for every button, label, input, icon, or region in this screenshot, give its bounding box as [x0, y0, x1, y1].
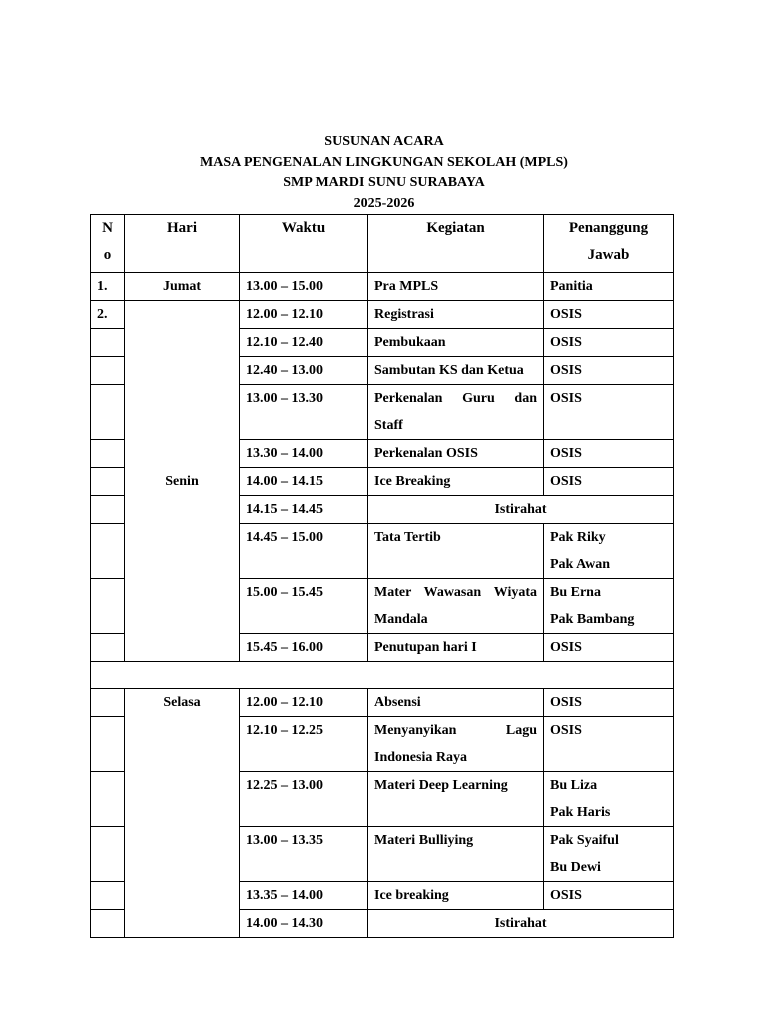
row-waktu: 12.10 – 12.25	[240, 717, 368, 772]
table-row	[91, 689, 674, 717]
row-hari: Jumat	[125, 273, 240, 301]
row-pj: OSIS	[544, 717, 674, 772]
row-pj: OSIS	[544, 357, 674, 385]
row-kegiatan: Mater Wawasan Wiyata Mandala	[368, 579, 544, 634]
row-kegiatan: Pra MPLS	[368, 273, 544, 301]
row-waktu: 12.10 – 12.40	[240, 329, 368, 357]
schedule-table	[90, 214, 674, 938]
row-pj: OSIS	[544, 385, 674, 440]
row-pj: Panitia	[544, 273, 674, 301]
header-waktu: Waktu	[240, 215, 368, 273]
row-no	[91, 329, 125, 357]
row-hari: Selasa	[125, 689, 240, 938]
row-kegiatan: Materi Deep Learning	[368, 772, 544, 827]
row-pj: OSIS	[544, 301, 674, 329]
row-kegiatan: Menyanyikan Lagu Indonesia Raya	[368, 717, 544, 772]
row-no	[91, 689, 125, 717]
row-pj: OSIS	[544, 440, 674, 468]
row-istirahat: Istirahat	[368, 496, 674, 524]
row-no	[91, 882, 125, 910]
row-waktu: 13.35 – 14.00	[240, 882, 368, 910]
row-no: 1.	[91, 273, 125, 301]
row-kegiatan: Pembukaan	[368, 329, 544, 357]
row-pj: Bu Erna Pak Bambang	[544, 579, 674, 634]
row-waktu: 14.45 – 15.00	[240, 524, 368, 579]
table-row	[91, 301, 674, 329]
row-waktu: 13.00 – 15.00	[240, 273, 368, 301]
row-pj: OSIS	[544, 329, 674, 357]
row-kegiatan: Perkenalan Guru dan Staff	[368, 385, 544, 440]
row-no	[91, 496, 125, 524]
row-waktu: 13.00 – 13.30	[240, 385, 368, 440]
row-waktu: 15.00 – 15.45	[240, 579, 368, 634]
row-waktu: 12.00 – 12.10	[240, 301, 368, 329]
document-title	[0, 132, 768, 214]
row-no	[91, 385, 125, 440]
row-waktu: 12.40 – 13.00	[240, 357, 368, 385]
row-waktu: 12.00 – 12.10	[240, 689, 368, 717]
row-no: 2.	[91, 301, 125, 329]
title-line-4: 2025-2026	[353, 195, 415, 211]
title-line-2: MASA PENGENALAN LINGKUNGAN SEKOLAH (MPLS)	[200, 154, 568, 170]
row-no	[91, 910, 125, 938]
row-waktu: 13.30 – 14.00	[240, 440, 368, 468]
row-no	[91, 468, 125, 496]
row-no	[91, 772, 125, 827]
header-no: N o	[91, 215, 125, 273]
row-kegiatan: Ice Breaking	[368, 468, 544, 496]
row-pj: Pak Riky Pak Awan	[544, 524, 674, 579]
row-no	[91, 440, 125, 468]
separator-cell	[91, 662, 674, 689]
row-pj: OSIS	[544, 882, 674, 910]
table-row	[91, 273, 674, 301]
row-no	[91, 357, 125, 385]
row-kegiatan: Materi Bulliying	[368, 827, 544, 882]
row-pj: Bu Liza Pak Haris	[544, 772, 674, 827]
header-penanggung-jawab: Penanggung Jawab	[544, 215, 674, 273]
header-kegiatan: Kegiatan	[368, 215, 544, 273]
title-line-3: SMP MARDI SUNU SURABAYA	[283, 175, 485, 190]
row-no	[91, 717, 125, 772]
title-line-1: SUSUNAN ACARA	[324, 134, 444, 149]
row-waktu: 14.00 – 14.15	[240, 468, 368, 496]
row-kegiatan: Sambutan KS dan Ketua	[368, 357, 544, 385]
row-kegiatan: Registrasi	[368, 301, 544, 329]
row-hari: Senin	[125, 301, 240, 662]
row-kegiatan: Absensi	[368, 689, 544, 717]
row-kegiatan: Penutupan hari I	[368, 634, 544, 662]
row-istirahat: Istirahat	[368, 910, 674, 938]
row-waktu: 13.00 – 13.35	[240, 827, 368, 882]
row-pj: Pak Syaiful Bu Dewi	[544, 827, 674, 882]
row-pj: OSIS	[544, 634, 674, 662]
row-no	[91, 579, 125, 634]
row-pj: OSIS	[544, 468, 674, 496]
row-kegiatan: Perkenalan OSIS	[368, 440, 544, 468]
row-pj: OSIS	[544, 689, 674, 717]
row-kegiatan: Ice breaking	[368, 882, 544, 910]
row-kegiatan: Tata Tertib	[368, 524, 544, 579]
row-no	[91, 634, 125, 662]
row-waktu: 12.25 – 13.00	[240, 772, 368, 827]
row-waktu: 14.00 – 14.30	[240, 910, 368, 938]
row-waktu: 14.15 – 14.45	[240, 496, 368, 524]
row-no	[91, 524, 125, 579]
table-header-row	[91, 215, 674, 273]
row-waktu: 15.45 – 16.00	[240, 634, 368, 662]
row-no	[91, 827, 125, 882]
separator-row	[91, 662, 674, 689]
header-hari: Hari	[125, 215, 240, 273]
